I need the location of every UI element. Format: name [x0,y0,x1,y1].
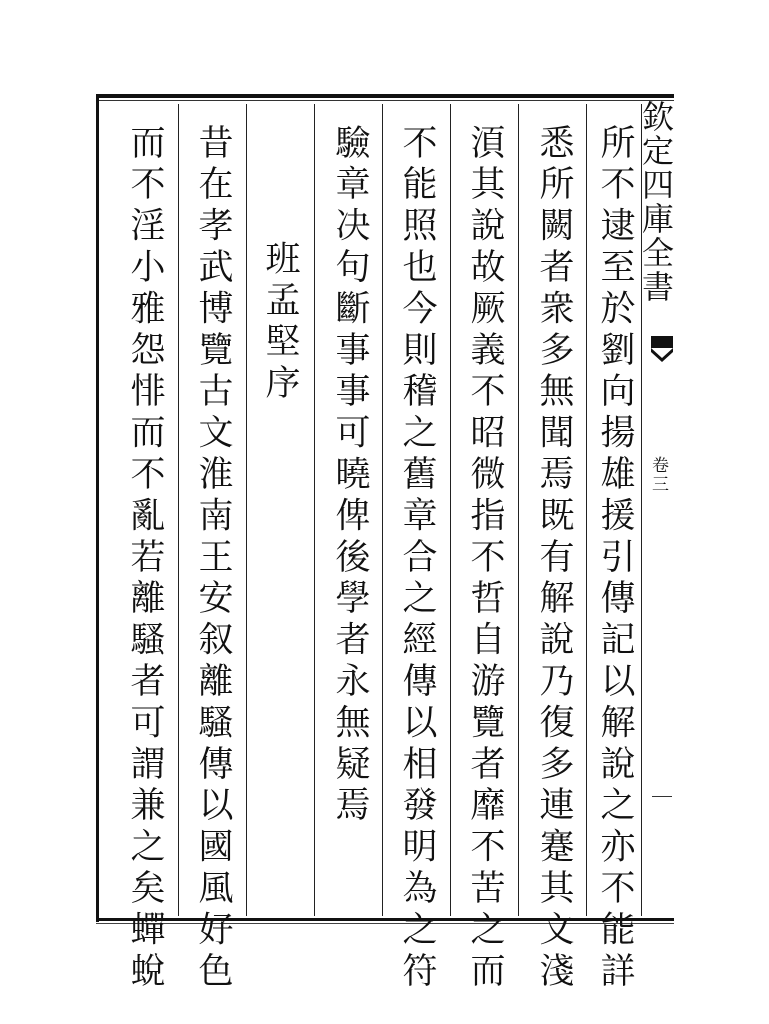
text-column-7: 昔在孝武博覽古文淮南王安叙離騷傳以國風好色 [193,124,233,994]
text-column-1: 所不逮至於劉向揚雄援引傳記以解說之亦不能詳 [595,124,635,994]
page-mark [652,796,672,797]
frame-top-border [96,94,674,98]
fishtail-mark-icon [651,336,673,366]
column-rule [314,104,315,916]
text-column-8: 而不淫小雅怨悱而不亂若離騷者可謂兼之矣蟬蛻 [125,124,165,994]
text-column-2: 悉所闕者衆多無聞焉既有解說乃復多連蹇其文淺 [534,124,574,994]
column-rule [246,104,247,916]
column-rule [178,104,179,916]
frame-bottom-inner-border [96,923,674,924]
frame-bottom-border [96,918,674,921]
text-column-4: 不能照也今則稽之舊章合之經傳以相發明為之符 [397,124,437,994]
text-column-3: 湏其說故厥義不昭微指不哲自游覽者靡不苦之而 [465,124,505,994]
column-rule [450,104,451,916]
frame-top-inner-border [96,100,674,101]
text-column-5: 驗章决句斷事事可曉俾後學者永無疑焉 [330,124,370,828]
column-rule [518,104,519,916]
column-rule [382,104,383,916]
frame-left-border [96,96,99,922]
volume-label: 卷三 [648,456,668,494]
column-rule [586,104,587,916]
book-title: 欽定四庫全書 [637,100,675,304]
preface-heading: 班孟堅序 [260,240,300,406]
